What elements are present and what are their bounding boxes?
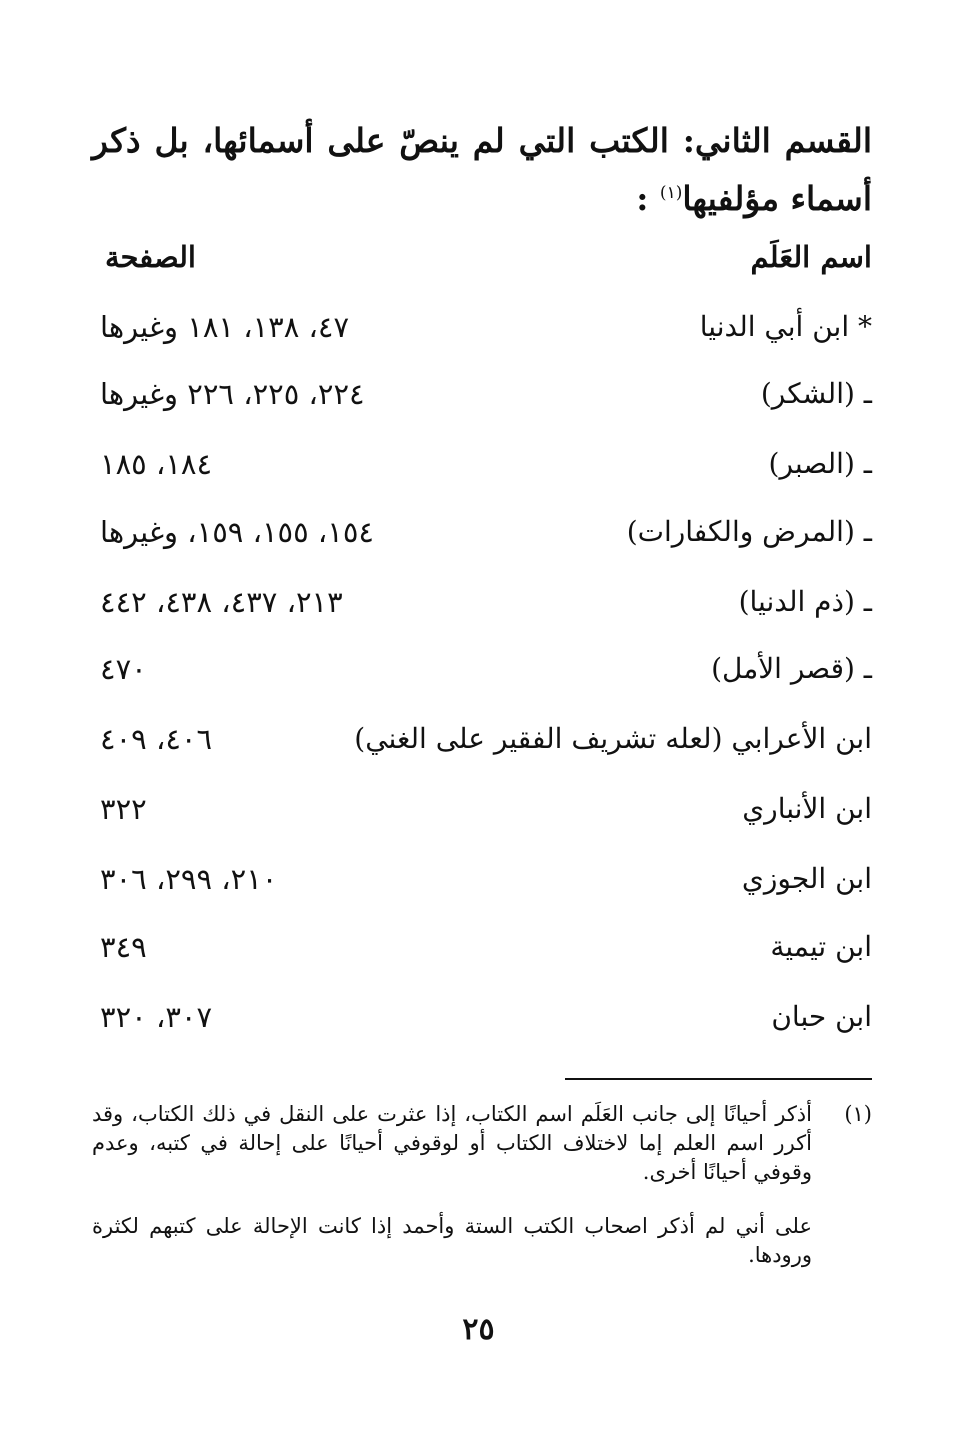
heading-text: القسم الثاني: الكتب التي لم ينصّ على أسمائها، بل ذكر أسماء مؤلفيها: [92, 121, 872, 218]
footnote: [92, 1100, 872, 1187]
footnote-paragraph-2: على أني لم أذكر اصحاب الكتب الستة وأحمد إذا كانت الإحالة على كتبهم لكثرة ورودها.: [92, 1214, 812, 1267]
entry-name: ـ (المرض والكفارات): [626, 515, 872, 548]
entry-name: ـ (ذم الدنيا): [738, 585, 872, 618]
entry-name: ابن الجوزي: [741, 862, 872, 895]
name-column-header: اسم العَلَم: [750, 240, 872, 274]
page-number: ٢٥: [462, 1312, 495, 1347]
index-row: [100, 1000, 872, 1040]
entry-name: ـ (قصر الأمل): [711, 652, 872, 685]
entry-pages: ٣٢٢: [100, 792, 147, 826]
page-column-header: الصفحة: [105, 240, 196, 274]
entry-pages: ٤٧، ١٣٨، ١٨١ وغيرها: [100, 310, 350, 344]
entry-pages: ١٥٤، ١٥٥، ١٥٩، وغيرها: [100, 515, 374, 549]
index-row: [100, 862, 872, 902]
index-row: [100, 585, 872, 625]
entry-name: ابن حبان: [771, 1000, 872, 1033]
footnote-divider: [565, 1078, 872, 1080]
entry-name: ـ (الشكر): [760, 377, 872, 410]
entry-name: ابن الأعرابي (لعله تشريف الفقير على الغني): [354, 722, 872, 755]
footnote-paragraph-1: أذكر أحيانًا إلى جانب العَلَم اسم الكتاب، إذا عثرت على النقل في ذلك الكتاب، وقد أكرر اسم العلم إما لاختلاف الكتاب أو لوقوفي أحيانًا على إحالة في كتبه، وعدم وقوفي أحيانًا أخرى.: [92, 1102, 812, 1184]
index-row: [100, 652, 872, 692]
entry-pages: ٢٢٤، ٢٢٥، ٢٢٦ وغيرها: [100, 377, 365, 411]
entry-pages: ٣٠٧، ٣٢٠: [100, 1000, 213, 1034]
index-row: [100, 310, 872, 350]
index-row: [100, 447, 872, 487]
section-heading: [92, 112, 872, 228]
footnote-ref[interactable]: (١): [659, 183, 683, 203]
entry-pages: ٢١٠، ٢٩٩، ٣٠٦: [100, 862, 278, 896]
index-row: [100, 515, 872, 555]
entry-name: ابن تيمية: [770, 930, 872, 963]
footnote-continuation: [92, 1212, 872, 1270]
footnote-number: (١): [844, 1102, 872, 1126]
entry-name: ابن الأنباري: [742, 792, 872, 825]
index-row: [100, 792, 872, 832]
entry-pages: ٤٧٠: [100, 652, 147, 686]
entry-pages: ١٨٤، ١٨٥: [100, 447, 213, 481]
entry-pages: ٢١٣، ٤٣٧، ٤٣٨، ٤٤٢: [100, 585, 343, 619]
index-row: [100, 930, 872, 970]
index-row: [100, 722, 872, 762]
entry-pages: ٣٤٩: [100, 930, 147, 964]
entry-name: * ابن أبي الدنيا: [699, 310, 872, 343]
entry-pages: ٤٠٦، ٤٠٩: [100, 722, 213, 756]
heading-colon: :: [636, 179, 649, 218]
index-row: [100, 377, 872, 417]
entry-name: ـ (الصبر): [768, 447, 872, 480]
